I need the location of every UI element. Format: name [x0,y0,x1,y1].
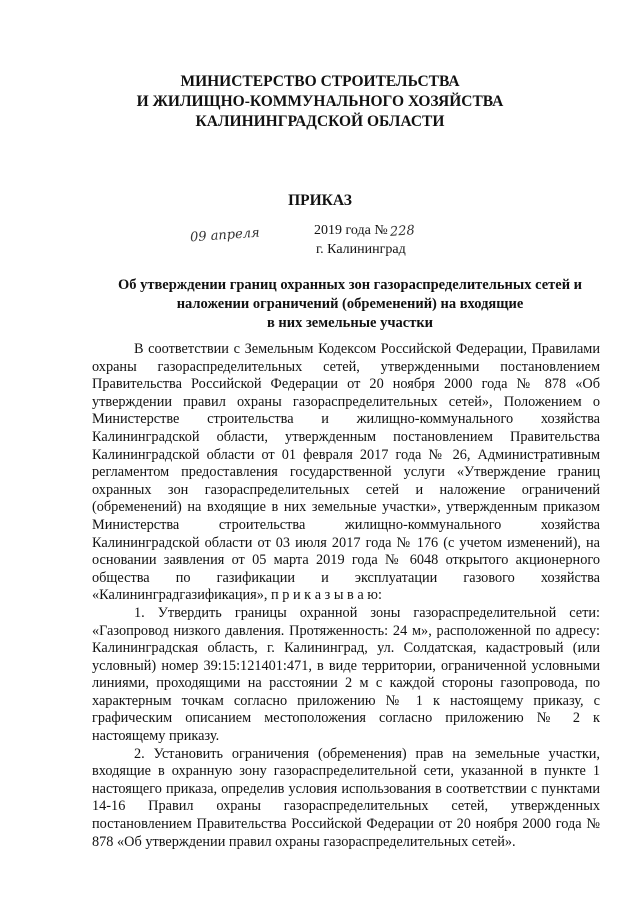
printed-date: 2019 года № [314,223,388,238]
order-title: ПРИКАЗ [288,192,352,209]
paragraph-item-2: 2. Установить ограничения (обременения) прав на земельные участки, входящие в охранную зону газораспределительной сети, указанной в пункте 1 настоящего приказа, определив условия использования в соответствии с пунктами 14-16 Правил охраны газораспределительных сетей, утвержденных постановлением Правительства Российской Федерации от 20 ноября 2000 года № 878 «Об утверждении правил охраны газораспределительных сетей». [92,745,600,850]
subject-line-2: наложении ограничений (обременений) на входящие [176,296,524,312]
ministry-name [0,72,640,132]
handwritten-order-number: 228 [389,223,416,240]
ministry-line-3: КАЛИНИНГРАДСКОЙ ОБЛАСТИ [195,113,445,130]
subject-line-3: в них земельные участки [266,315,434,331]
city: г. Калининград [316,242,406,257]
order-body [92,341,600,851]
handwritten-date: 09 апреля [189,225,261,246]
paragraph-preamble: В соответствии с Земельным Кодексом Российской Федерации, Правилами охраны газораспределительных сетей, утвержденными постановлением Правительства Российской Федерации от 20 ноября 2000 года № 878 «Об утверждении правил охраны газораспределительных сетей», Положением о Министерстве строительства и жилищно-коммунального хозяйства Калининградской области, утвержденным постановлением Правительства Калининградской области от 01 февраля 2017 года № 26, Административным регламентом предоставления государственной услуги «Утверждение границ охранных зон газораспределительных сетей и наложение ограничений (обременений) на входящие в них земельные участки», утвержденным приказом Министерства строительства жилищно-коммунального хозяйства Калининградской области от 03 июля 2017 года № 176 (с учетом изменений), на основании заявления от 05 марта 2019 года № 6048 открытого акционерного общества по газификации и эксплуатации газового хозяйства «Калининградгазификация», п р и к а з ы в а ю: [92,341,600,604]
ministry-line-1: МИНИСТЕРСТВО СТРОИТЕЛЬСТВА [180,73,460,90]
ministry-line-2: И ЖИЛИЩНО-КОММУНАЛЬНОГО ХОЗЯЙСТВА [136,93,504,110]
subject-line-1: Об утверждении границ охранных зон газораспределительных сетей и [117,277,583,293]
order-subject [100,276,600,333]
paragraph-item-1: 1. Утвердить границы охранной зоны газораспределительной сети: «Газопровод низкого давления. Протяженность: 24 м», расположенной по адресу: Калининградская область, г. Калининград, ул. Солдатская, кадастровый (или условный) номер 39:15:121401:471, в виде территории, ограниченной условными линиями, проходящими на расстоянии 2 м с каждой стороны газопровода, по характерным точкам согласно приложению № 1 к настоящему приказу, с графическим описанием местоположения согласно приложению № 2 к настоящему приказу. [92,604,600,745]
